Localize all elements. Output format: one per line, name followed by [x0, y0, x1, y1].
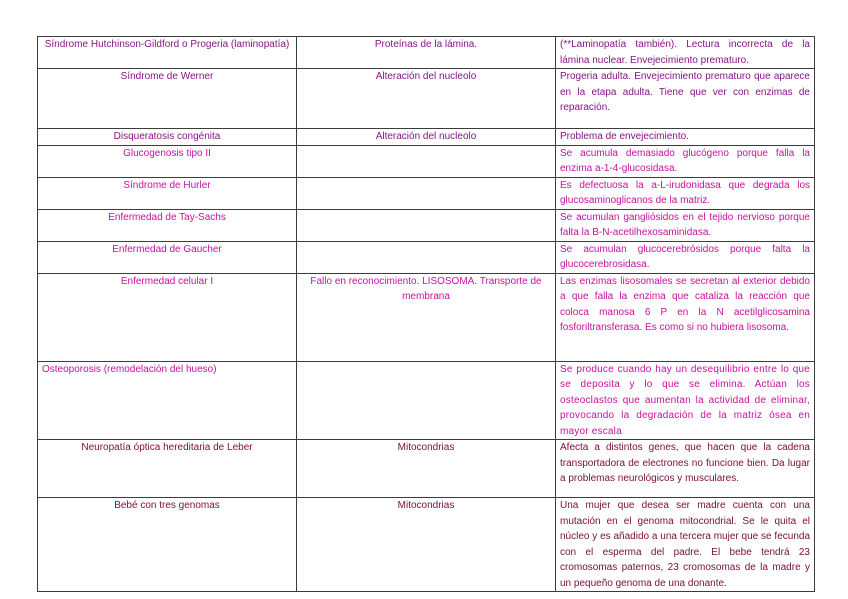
- cause-cell: [297, 145, 556, 177]
- description-cell: Problema de envejecimiento.: [556, 129, 815, 146]
- disease-cell: Enfermedad celular I: [38, 273, 297, 361]
- disease-cell: Síndrome Hutchinson-Gildford o Progeria (laminopatía): [38, 37, 297, 69]
- diseases-table: [37, 36, 815, 592]
- disease-cell: Glucogenosis tipo II: [38, 145, 297, 177]
- disease-cell: Bebé con tres genomas: [38, 498, 297, 592]
- description-cell: Las enzimas lisosomales se secretan al exterior debido a que falla la enzima que cataliza la reacción que coloca manosa 6 P en la N acetilglicosamina fosforiltransferasa. Es como si no hubiera lisosoma.: [556, 273, 815, 361]
- table-row: [38, 145, 815, 177]
- cause-cell: [297, 209, 556, 241]
- table-row: [38, 37, 815, 69]
- disease-cell: Osteoporosis (remodelación del hueso): [38, 361, 297, 440]
- disease-cell: Disqueratosis congénita: [38, 129, 297, 146]
- disease-cell: Enfermedad de Tay-Sachs: [38, 209, 297, 241]
- table-row: [38, 273, 815, 361]
- description-cell: Se acumula demasiado glucógeno porque falla la enzima a-1-4-glucosidasa.: [556, 145, 815, 177]
- description-cell: Una mujer que desea ser madre cuenta con una mutación en el genoma mitocondrial. Se le quita el núcleo y es añadido a una tercera mujer que se fecunda con el esperma del padre. El bebe tendrá 23 cromosomas paternos, 23 cromosomas de la madre y un pequeño genoma de una donante.: [556, 498, 815, 592]
- cause-cell: Proteínas de la lámina.: [297, 37, 556, 69]
- description-cell: Progeria adulta. Envejecimiento prematuro que aparece en la etapa adulta. Tiene que ver con enzimas de reparación.: [556, 69, 815, 129]
- cause-cell: [297, 361, 556, 440]
- table-row: [38, 361, 815, 440]
- cause-cell: Fallo en reconocimiento. LISOSOMA. Transporte de membrana: [297, 273, 556, 361]
- description-cell: (**Laminopatía también). Lectura incorrecta de la lámina nuclear. Envejecimiento prematuro.: [556, 37, 815, 69]
- cause-cell: Mitocondrias: [297, 440, 556, 498]
- cause-cell: Alteración del nucleolo: [297, 69, 556, 129]
- cause-cell: Alteración del nucleolo: [297, 129, 556, 146]
- cause-cell: [297, 241, 556, 273]
- table-row: [38, 241, 815, 273]
- disease-cell: Síndrome de Werner: [38, 69, 297, 129]
- cause-cell: Mitocondrias: [297, 498, 556, 592]
- cause-cell: [297, 177, 556, 209]
- table-row: [38, 498, 815, 592]
- table-row: [38, 177, 815, 209]
- description-cell: Se acumulan gangliósidos en el tejido nervioso porque falta la B-N-acetilhexosaminidasa.: [556, 209, 815, 241]
- description-cell: Se acumulan glucocerebrósidos porque falta la glucocerebrosidasa.: [556, 241, 815, 273]
- disease-cell: Enfermedad de Gaucher: [38, 241, 297, 273]
- description-cell: Afecta a distintos genes, que hacen que la cadena transportadora de electrones no funcione bien. Da lugar a problemas neurológicos y musculares.: [556, 440, 815, 498]
- table-row: [38, 69, 815, 129]
- table-row: [38, 440, 815, 498]
- disease-cell: Síndrome de Hurler: [38, 177, 297, 209]
- description-cell: Es defectuosa la a-L-irudonidasa que degrada los glucosaminoglicanos de la matriz.: [556, 177, 815, 209]
- table-row: [38, 209, 815, 241]
- disease-cell: Neuropatía óptica hereditaria de Leber: [38, 440, 297, 498]
- table-row: [38, 129, 815, 146]
- description-cell: Se produce cuando hay un desequilibrio entre lo que se deposita y lo que se elimina. Actúan los osteoclastos que aumentan la actividad de eliminar, provocando la degradación de la matriz ósea en mayor escala: [556, 361, 815, 440]
